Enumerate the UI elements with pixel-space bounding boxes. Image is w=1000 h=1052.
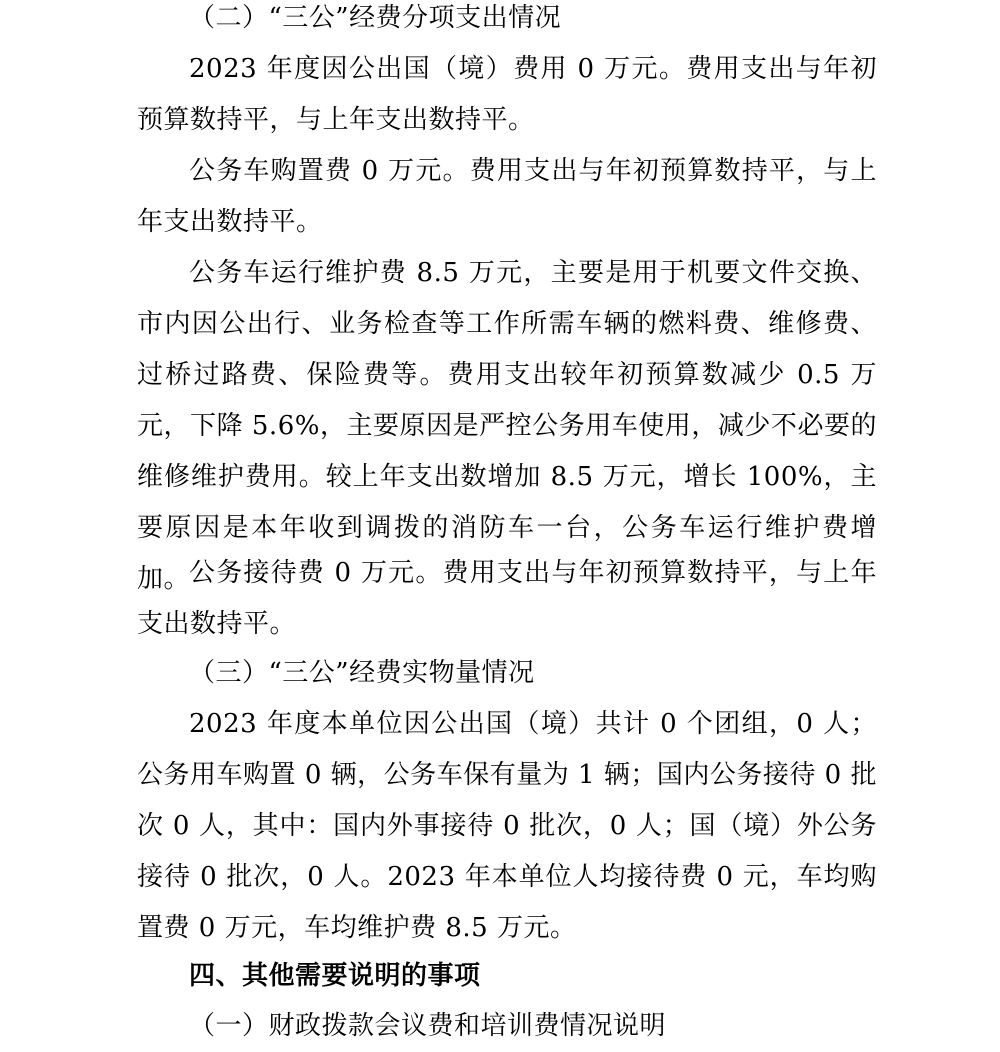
- section-heading-sanggong-physical: （三）“三公”经费实物量情况: [189, 658, 535, 688]
- section-heading-other-matters: 四、其他需要说明的事项: [189, 961, 481, 991]
- paragraph-reception-expense: 公务接待费 0 万元。费用支出与年初预算数持平，与上年支出数持平。: [137, 558, 877, 639]
- section-heading-sanggong-items: （二）“三公”经费分项支出情况: [189, 3, 562, 33]
- section-heading-meeting-training: （一）财政拨款会议费和培训费情况说明: [189, 1011, 667, 1041]
- paragraph-vehicle-maintenance: 公务车运行维护费 8.5 万元，主要是用于机要文件交换、市内因公出行、业务检查等工作所需车辆的燃料费、维修费、过桥过路费、保险费等。费用支出较年初预算数减少 0.5 万元，下降 5.6%，主要原因是严控公务用车使用，减少不必要的维修维护费用。较上年支出数增加 8.5 万元，增长 100%，主要原因是本年收到调拨的消防车一台，公务车运行维护费增加。: [137, 258, 877, 594]
- paragraph-vehicle-purchase: 公务车购置费 0 万元。费用支出与年初预算数持平，与上年支出数持平。: [137, 156, 877, 237]
- paragraph-physical-quantity: 2023 年度本单位因公出国（境）共计 0 个团组，0 人；公务用车购置 0 辆，公务车保有量为 1 辆；国内公务接待 0 批次 0 人，其中：国内外事接待 0 批次，0 人；国（境）外公务接待 0 批次，0 人。2023 年本单位人均接待费 0 元，车均购置费 0 万元，车均维护费 8.5 万元。: [137, 709, 877, 943]
- paragraph-overseas-expense: 2023 年度因公出国（境）费用 0 万元。费用支出与年初预算数持平，与上年支出数持平。: [137, 54, 877, 135]
